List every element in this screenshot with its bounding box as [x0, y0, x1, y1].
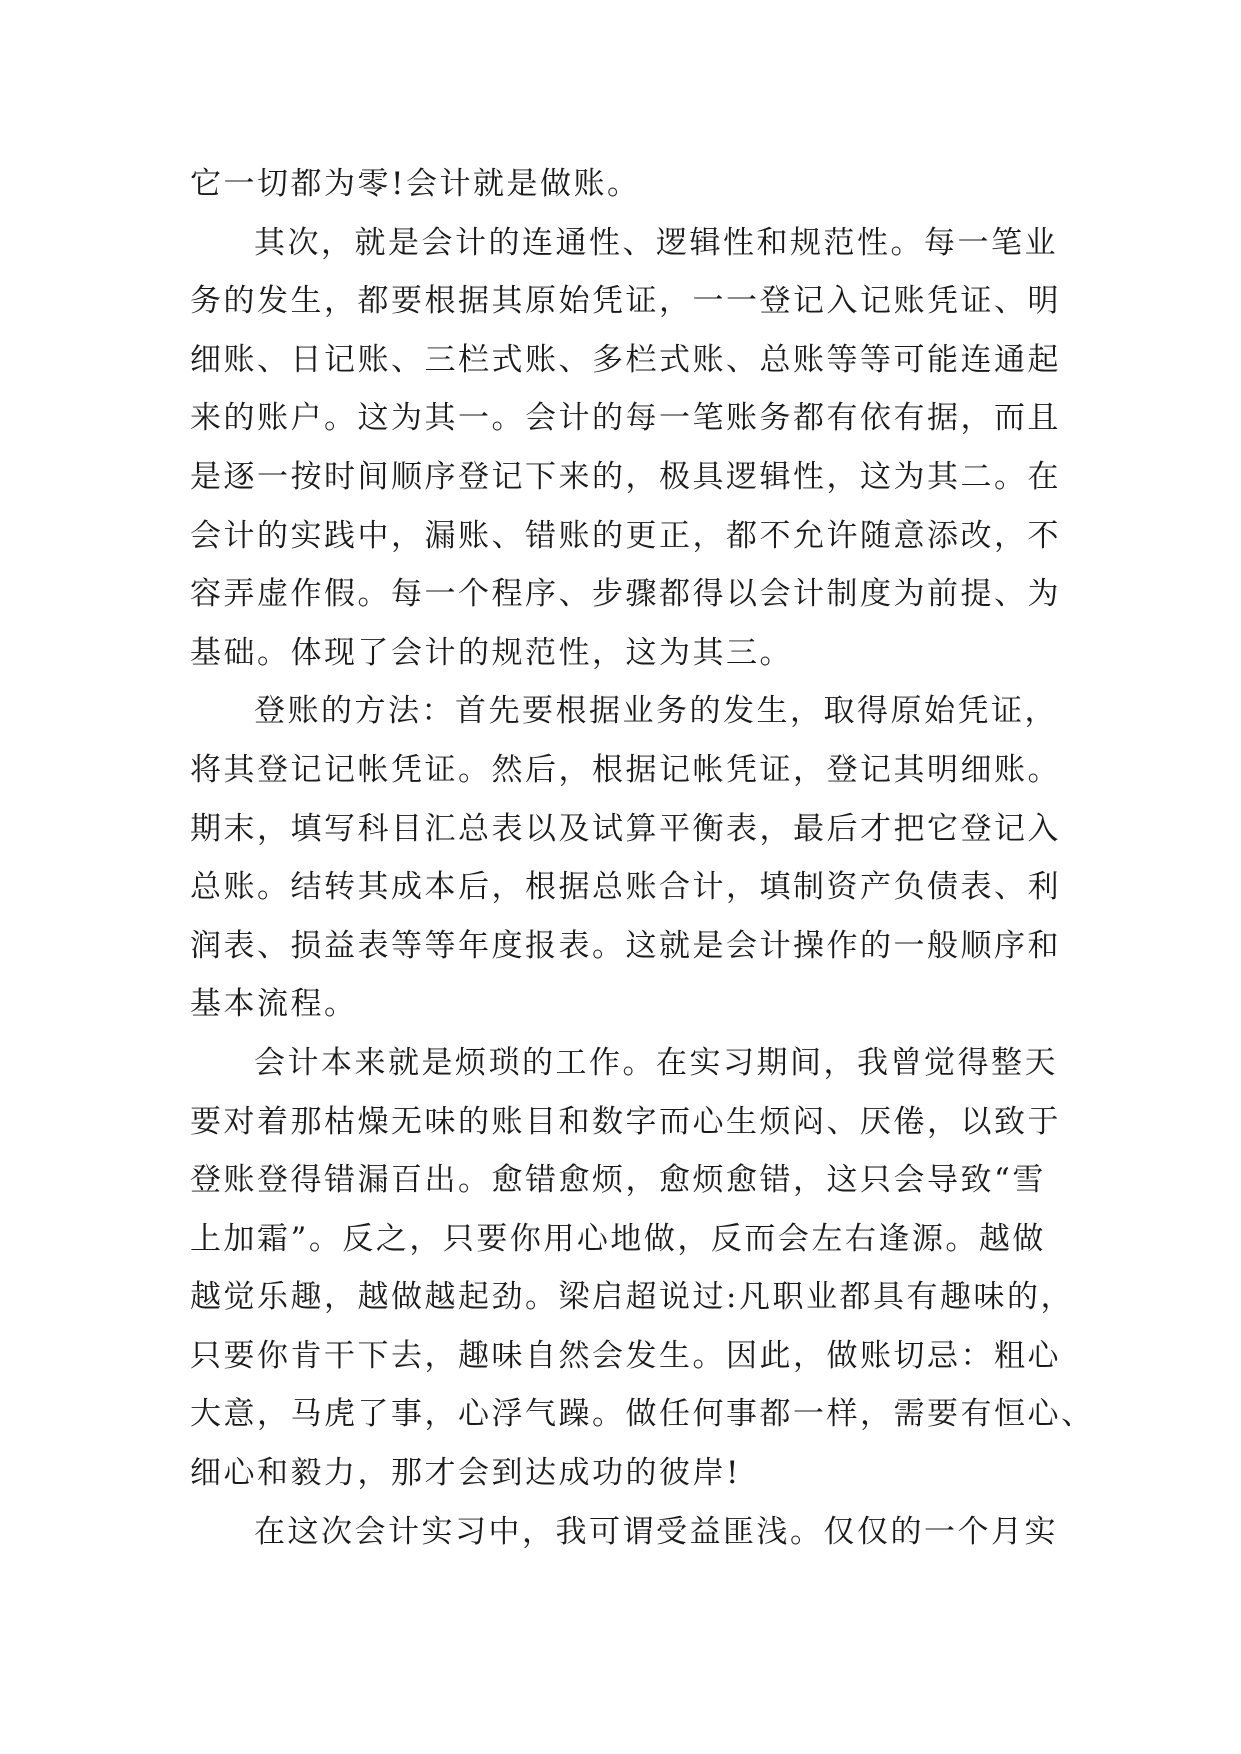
text-line: 务的发生，都要根据其原始凭证，一一登记入记账凭证、明	[190, 283, 1061, 320]
paragraph	[190, 682, 1070, 1034]
paragraph	[190, 214, 1070, 683]
text-line: 润表、损益表等等年度报表。这就是会计操作的一般顺序和	[190, 927, 1061, 964]
text-line: 要对着那枯燥无味的账目和数字而心生烦闷、厌倦，以致于	[190, 1103, 1061, 1140]
text-line: 只要你肯干下去，趣味自然会发生。因此，做账切忌：粗心	[190, 1337, 1061, 1374]
text-line: 细心和毅力，那才会到达成功的彼岸!	[190, 1455, 741, 1492]
text-line: 会计本来就是烦琐的工作。在实习期间，我曾觉得整天	[254, 1044, 1058, 1081]
text-line: 基本流程。	[190, 986, 358, 1023]
paragraph	[190, 1034, 1095, 1503]
document-body	[190, 155, 1095, 1561]
text-line: 登账登得错漏百出。愈错愈烦，愈烦愈错，这只会导致“雪	[190, 1162, 1046, 1199]
text-line: 大意，马虎了事，心浮气躁。做任何事都一样，需要有恒心、	[190, 1396, 1095, 1433]
text-line: 它一切都为零!会计就是做账。	[190, 166, 641, 202]
paragraph	[190, 155, 1070, 214]
text-line: 总账。结转其成本后，根据总账合计，填制资产负债表、利	[190, 869, 1061, 906]
text-line: 是逐一按时间顺序登记下来的，极具逻辑性，这为其二。在	[190, 458, 1061, 495]
text-line: 在这次会计实习中，我可谓受益匪浅。仅仅的一个月实	[254, 1513, 1058, 1550]
text-line: 其次，就是会计的连通性、逻辑性和规范性。每一笔业	[254, 224, 1058, 261]
text-line: 登账的方法：首先要根据业务的发生，取得原始凭证，	[254, 693, 1058, 730]
text-line: 将其登记记帐凭证。然后，根据记帐凭证，登记其明细账。	[190, 751, 1061, 788]
text-line: 来的账户。这为其一。会计的每一笔账务都有依有据，而且	[190, 400, 1061, 437]
text-line: 会计的实践中，漏账、错账的更正，都不允许随意添改，不	[190, 517, 1061, 554]
text-line: 细账、日记账、三栏式账、多栏式账、总账等等可能连通起	[190, 341, 1061, 378]
text-line: 上加霜”。反之，只要你用心地做，反而会左右逢源。越做	[190, 1220, 1046, 1257]
text-line: 基础。体现了会计的规范性，这为其三。	[190, 634, 793, 671]
text-line: 越觉乐趣，越做越起劲。梁启超说过:凡职业都具有趣味的，	[190, 1279, 1074, 1316]
text-line: 容弄虚作假。每一个程序、步骤都得以会计制度为前提、为	[190, 576, 1061, 613]
paragraph	[190, 1503, 1070, 1562]
text-line: 期末，填写科目汇总表以及试算平衡表，最后才把它登记入	[190, 810, 1061, 847]
